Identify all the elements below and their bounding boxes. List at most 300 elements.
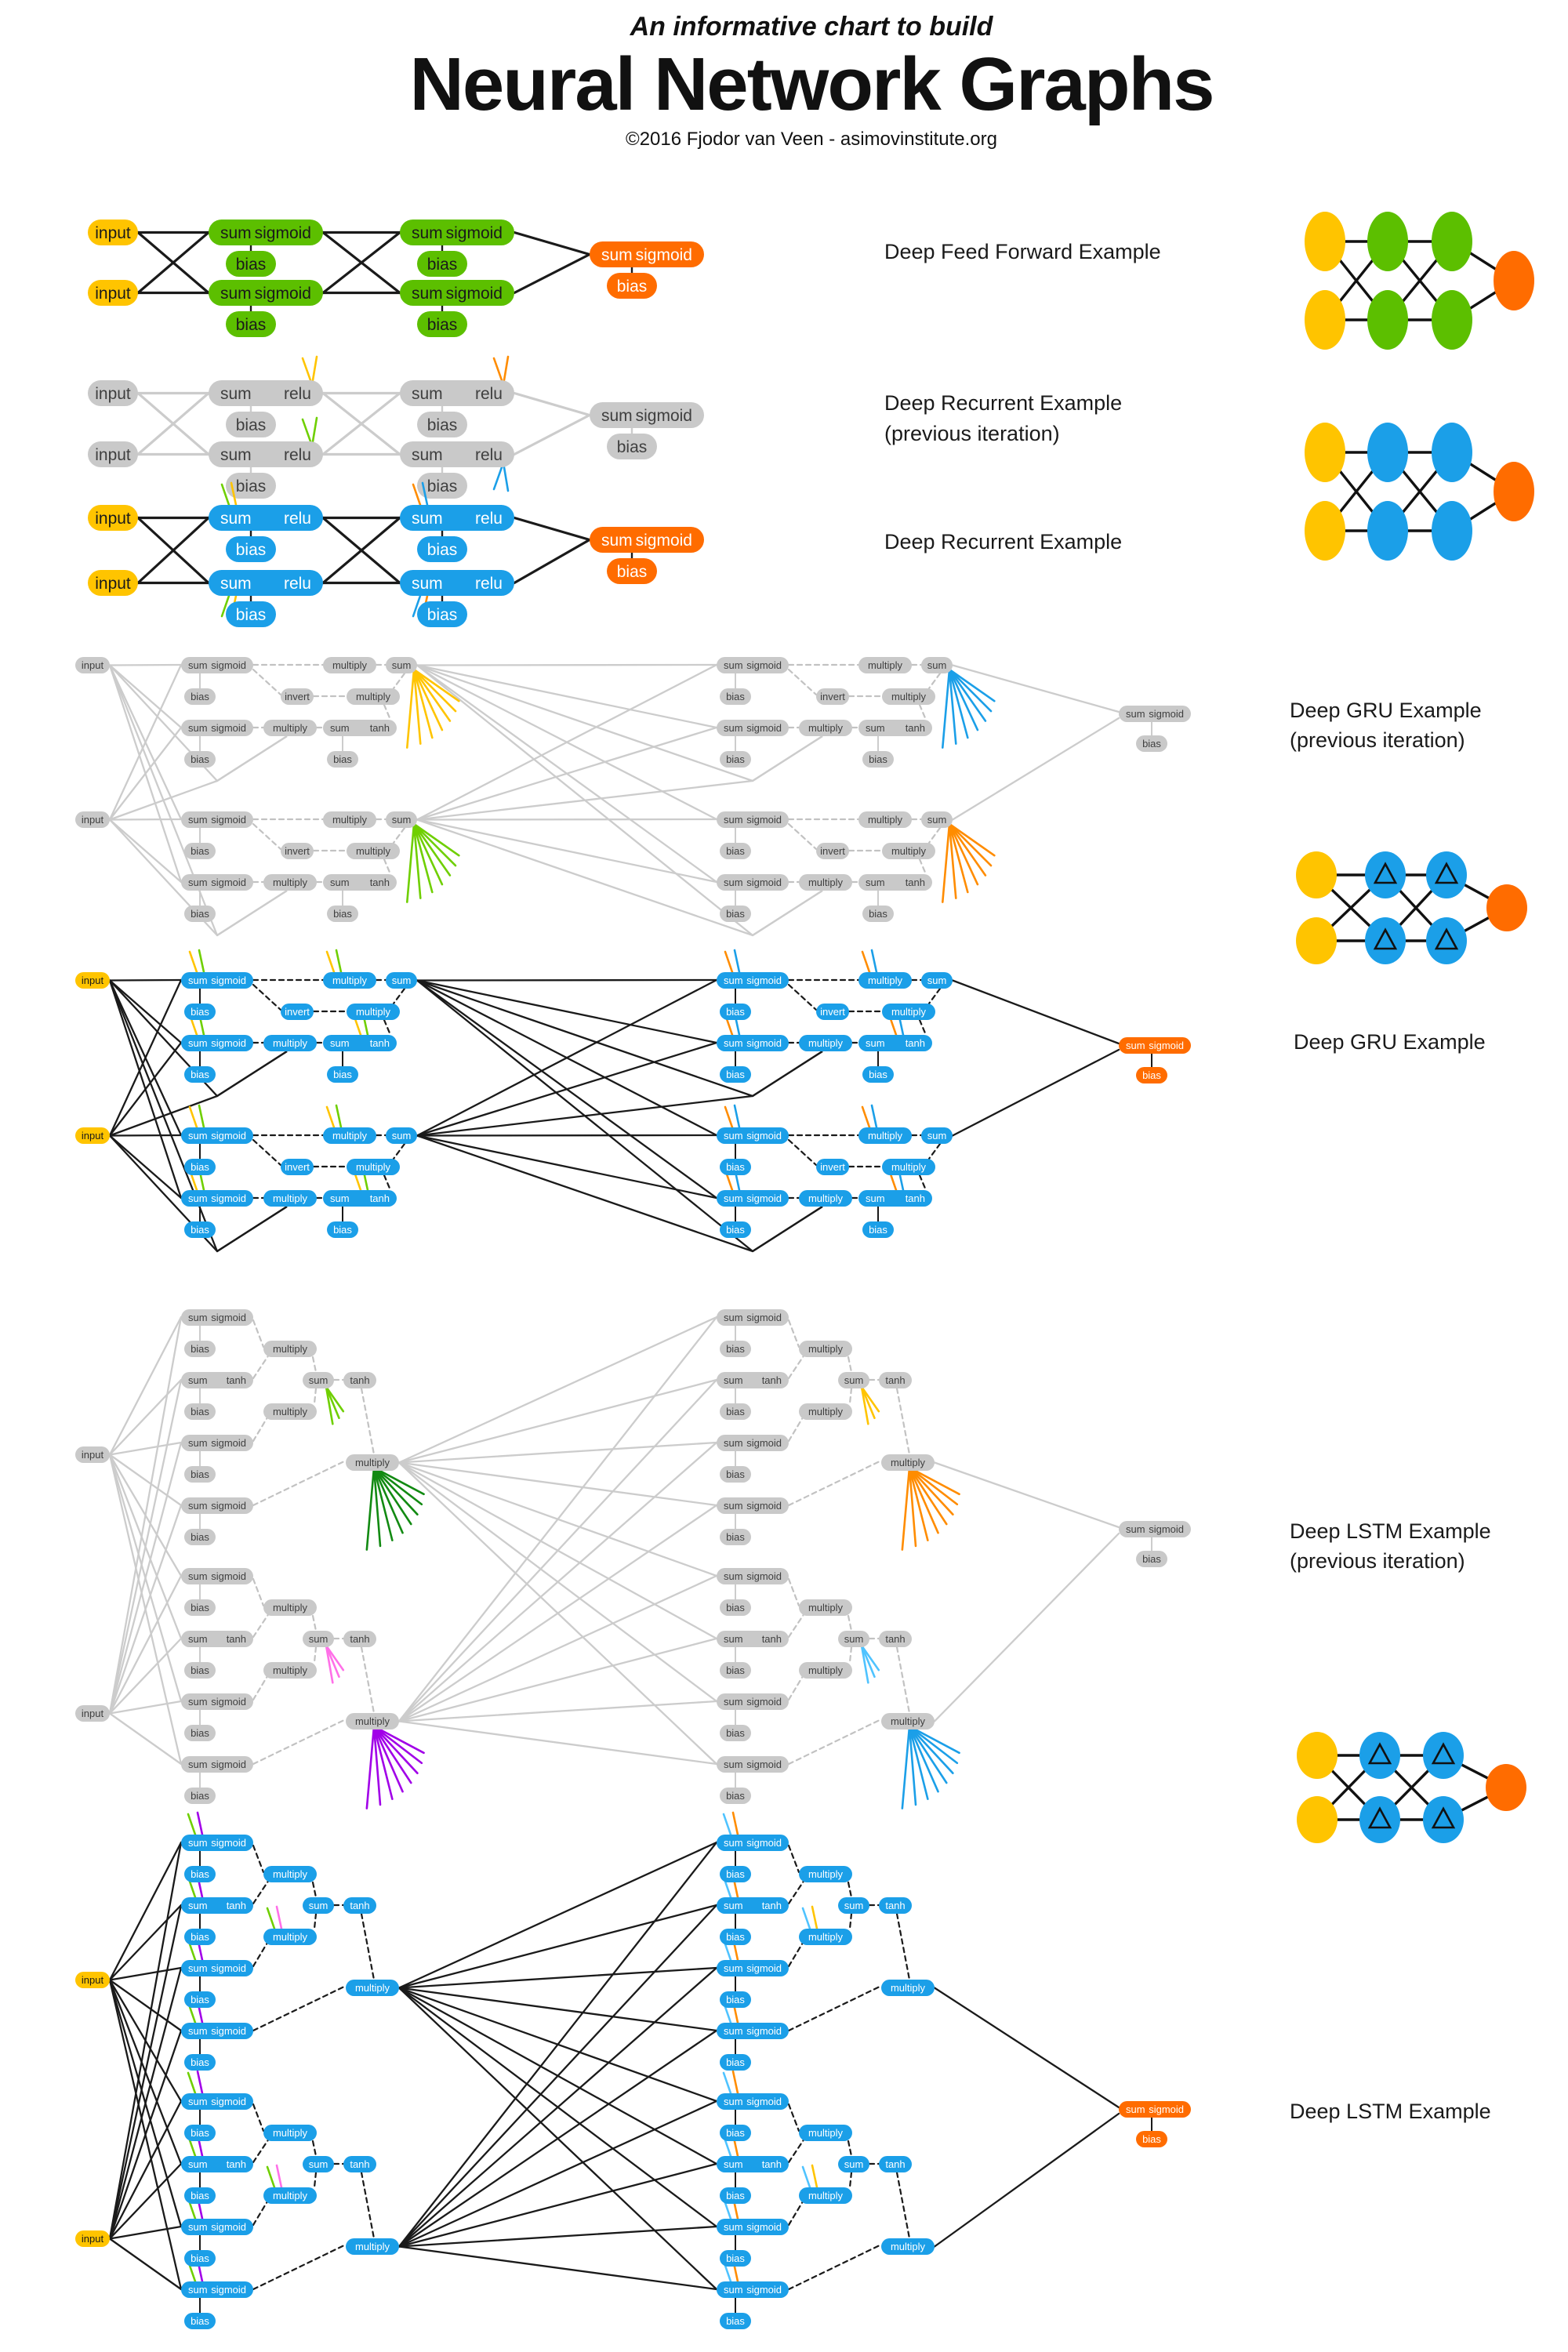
node-sum-tanh xyxy=(323,874,397,891)
node-multiply xyxy=(323,811,376,828)
node-label: tanh xyxy=(761,1633,782,1646)
mini-input-cell xyxy=(1305,212,1345,271)
node-label: bias xyxy=(726,2252,745,2265)
node-sum-tanh xyxy=(717,1897,789,1914)
node-label: bias xyxy=(726,2127,745,2140)
node-label: bias xyxy=(726,691,745,703)
node-tanh xyxy=(343,2156,376,2172)
node-label: sum xyxy=(724,2096,743,2108)
node-sum-sigmoid-output xyxy=(590,402,704,428)
node-label: sum xyxy=(330,1192,350,1205)
node-label: sigmoid xyxy=(211,877,246,889)
node-label: sum xyxy=(330,877,350,889)
node-label: invert xyxy=(285,1006,310,1018)
node-bias xyxy=(327,906,358,922)
node-label: sigmoid xyxy=(746,877,782,889)
node-sum xyxy=(838,2156,869,2172)
node-label: sum xyxy=(188,1570,208,1583)
node-label: sum xyxy=(412,223,443,242)
node-label: bias xyxy=(191,1790,209,1802)
node-invert xyxy=(816,843,849,859)
credit-line: ©2016 Fjodor van Veen - asimovinstitute.org xyxy=(626,129,997,150)
node-multiply xyxy=(881,1713,935,1730)
node-label: multiply xyxy=(332,975,368,987)
mini-hidden-cell xyxy=(1423,1732,1464,1779)
node-label: sum xyxy=(188,1962,208,1975)
node-label: tanh xyxy=(761,1900,782,1912)
node-sum-sigmoid xyxy=(717,720,789,736)
node-sum xyxy=(921,811,953,828)
node-label: multiply xyxy=(354,1457,390,1469)
node-multiply xyxy=(323,972,376,989)
node-sum-sigmoid xyxy=(181,2281,253,2298)
node-label: tanh xyxy=(885,1374,906,1387)
node-sum-sigmoid xyxy=(181,1127,253,1144)
node-label: multiply xyxy=(332,814,368,826)
section-deep-gru-previous xyxy=(75,657,1191,935)
node-label: bias xyxy=(333,1224,352,1236)
node-label: tanh xyxy=(905,1192,925,1205)
node-bias xyxy=(184,1466,216,1483)
node-label: bias xyxy=(191,1468,209,1481)
node-label: sigmoid xyxy=(211,2221,246,2234)
node-bias xyxy=(327,1221,358,1238)
node-label: bias xyxy=(235,416,267,434)
node-label: bias xyxy=(726,2056,745,2069)
node-bias xyxy=(720,1662,751,1679)
node-input xyxy=(75,657,110,673)
node-label: input xyxy=(81,1449,104,1461)
node-sum-tanh xyxy=(181,1897,253,1914)
node-sum-sigmoid xyxy=(400,280,514,306)
node-sum-sigmoid xyxy=(181,1309,253,1326)
node-sum-sigmoid xyxy=(181,874,253,891)
node-tanh xyxy=(343,1372,376,1388)
node-input xyxy=(88,441,138,467)
mini-input-cell xyxy=(1305,423,1345,482)
node-label: sum xyxy=(188,659,208,672)
node-bias xyxy=(226,412,276,437)
node-bias xyxy=(417,251,467,277)
node-label: sum xyxy=(412,384,443,403)
node-tanh xyxy=(343,1631,376,1647)
node-label: bias xyxy=(726,845,745,858)
edges xyxy=(110,1317,1152,1788)
node-label: sum xyxy=(844,1374,864,1387)
node-bias xyxy=(720,1599,751,1616)
node-multiply xyxy=(882,1004,935,1020)
node-label: relu xyxy=(474,384,503,403)
node-label: bias xyxy=(726,1531,745,1544)
node-label: input xyxy=(95,509,131,528)
node-sum-sigmoid xyxy=(717,1035,789,1051)
node-invert xyxy=(281,1004,314,1020)
node-bias xyxy=(720,1221,751,1238)
node-bias xyxy=(184,688,216,705)
node-bias xyxy=(226,311,276,337)
node-label: sum xyxy=(1126,2103,1145,2116)
nodes xyxy=(75,972,1191,1238)
node-label: sum xyxy=(724,2221,743,2234)
node-label: multiply xyxy=(867,975,903,987)
node-bias xyxy=(327,1066,358,1083)
node-label: multiply xyxy=(272,1037,308,1050)
node-sum-tanh xyxy=(717,1631,789,1647)
node-label: sigmoid xyxy=(445,223,503,242)
mini-hidden-cell xyxy=(1365,917,1406,964)
node-label: sigmoid xyxy=(211,1837,246,1849)
node-label: relu xyxy=(474,445,503,464)
node-label: sum xyxy=(188,1633,208,1646)
node-label: tanh xyxy=(761,2158,782,2171)
node-label: sum xyxy=(866,877,885,889)
node-label: multiply xyxy=(808,1037,844,1050)
node-label: sum xyxy=(724,975,743,987)
node-label: multiply xyxy=(272,2127,308,2140)
nodes xyxy=(88,505,704,627)
node-label: multiply xyxy=(272,1931,308,1944)
section-caption: (previous iteration) xyxy=(884,422,1060,445)
node-label: tanh xyxy=(885,2158,906,2171)
node-label: sum xyxy=(188,1130,208,1142)
node-label: bias xyxy=(426,540,458,559)
node-label: sigmoid xyxy=(746,1696,782,1708)
node-sum xyxy=(386,657,417,673)
node-label: sum xyxy=(188,2096,208,2108)
node-label: sigmoid xyxy=(746,1570,782,1583)
node-sum-tanh xyxy=(717,2156,789,2172)
section-caption: Deep Recurrent Example xyxy=(884,530,1123,554)
node-label: sum xyxy=(330,722,350,735)
node-bias xyxy=(720,1159,751,1175)
node-sum-sigmoid xyxy=(181,1568,253,1584)
node-label: sum xyxy=(308,1900,328,1912)
node-label: sigmoid xyxy=(746,1837,782,1849)
node-bias xyxy=(607,558,657,584)
node-multiply xyxy=(799,1190,852,1207)
node-label: sigmoid xyxy=(445,284,503,303)
nodes xyxy=(75,1309,1191,1804)
node-label: input xyxy=(95,223,131,242)
node-label: bias xyxy=(191,1343,209,1356)
node-label: bias xyxy=(1142,738,1161,750)
node-sum-sigmoid xyxy=(181,1435,253,1451)
node-label: input xyxy=(81,975,104,987)
node-sum-tanh xyxy=(181,2156,253,2172)
node-label: sum xyxy=(927,975,947,987)
node-sum-relu xyxy=(209,570,323,596)
node-label: bias xyxy=(191,2315,209,2328)
node-label: tanh xyxy=(369,722,390,735)
node-label: sum xyxy=(844,1900,864,1912)
node-sum-sigmoid xyxy=(181,1035,253,1051)
node-label: bias xyxy=(726,1161,745,1174)
mini-edges xyxy=(1316,875,1507,941)
node-input xyxy=(88,220,138,245)
node-sum-sigmoid xyxy=(400,220,514,245)
node-input xyxy=(75,1705,110,1722)
node-label: sigmoid xyxy=(211,1759,246,1771)
node-multiply xyxy=(799,1929,852,1945)
node-label: multiply xyxy=(332,1130,368,1142)
node-bias xyxy=(862,906,894,922)
node-label: invert xyxy=(820,1161,845,1174)
node-label: bias xyxy=(235,477,267,495)
node-label: sigmoid xyxy=(211,1696,246,1708)
node-label: multiply xyxy=(354,2241,390,2253)
node-multiply xyxy=(858,657,912,673)
node-label: tanh xyxy=(226,1374,246,1387)
node-label: multiply xyxy=(808,1406,844,1418)
node-label: sum xyxy=(220,384,252,403)
node-label: bias xyxy=(426,416,458,434)
node-sum-tanh xyxy=(858,874,932,891)
mini-hidden-cell xyxy=(1423,1796,1464,1843)
node-label: bias xyxy=(726,1406,745,1418)
node-multiply xyxy=(799,2187,852,2204)
node-label: bias xyxy=(191,691,209,703)
node-label: multiply xyxy=(808,2190,844,2202)
node-label: sum xyxy=(220,284,252,303)
node-label: multiply xyxy=(891,845,927,858)
node-label: input xyxy=(95,445,131,464)
node-bias xyxy=(226,601,276,627)
node-sum-relu xyxy=(209,380,323,406)
node-label: bias xyxy=(726,1931,745,1944)
node-sum-sigmoid xyxy=(181,1835,253,1851)
node-sum-relu xyxy=(400,441,514,467)
mini-deep-feed-forward xyxy=(1305,212,1534,350)
node-sum-sigmoid xyxy=(717,1190,789,1207)
node-label: sum xyxy=(188,1759,208,1771)
node-sum xyxy=(303,2156,334,2172)
node-label: invert xyxy=(820,1006,845,1018)
section-deep-lstm xyxy=(75,1813,1191,2329)
edges xyxy=(110,665,1152,935)
node-label: sigmoid xyxy=(746,1759,782,1771)
node-sum-tanh xyxy=(323,1035,397,1051)
node-bias xyxy=(720,1403,751,1420)
node-sum-sigmoid xyxy=(717,657,789,673)
node-label: bias xyxy=(616,562,648,581)
node-sum-sigmoid xyxy=(717,1568,789,1584)
node-label: multiply xyxy=(808,1343,844,1356)
node-label: input xyxy=(81,814,104,826)
node-label: sum xyxy=(724,1570,743,1583)
mini-hidden-cell xyxy=(1432,501,1472,561)
node-label: relu xyxy=(283,574,311,593)
node-bias xyxy=(327,751,358,768)
node-bias xyxy=(184,1599,216,1616)
node-label: sigmoid xyxy=(746,2025,782,2038)
node-bias xyxy=(720,2313,751,2329)
node-multiply xyxy=(346,2238,399,2255)
node-label: bias xyxy=(726,1790,745,1802)
node-label: tanh xyxy=(226,1633,246,1646)
node-input xyxy=(75,972,110,989)
node-multiply xyxy=(799,2125,852,2141)
node-label: sigmoid xyxy=(746,2096,782,2108)
node-label: bias xyxy=(191,1006,209,1018)
node-bias xyxy=(184,1662,216,1679)
node-label: multiply xyxy=(272,1406,308,1418)
node-sum-sigmoid-output xyxy=(1119,1037,1191,1054)
node-label: multiply xyxy=(867,659,903,672)
node-bias xyxy=(720,1725,751,1741)
section-caption: Deep GRU Example xyxy=(1294,1030,1486,1054)
mini-edges xyxy=(1325,452,1514,531)
node-label: sum xyxy=(412,445,443,464)
nodes xyxy=(88,220,704,337)
node-label: input xyxy=(95,284,131,303)
node-multiply xyxy=(881,2238,935,2255)
node-label: bias xyxy=(235,605,267,624)
node-input xyxy=(75,2230,110,2247)
node-multiply xyxy=(263,1662,317,1679)
node-sum-sigmoid xyxy=(717,972,789,989)
node-sum xyxy=(386,811,417,828)
node-multiply xyxy=(263,874,317,891)
mini-nodes xyxy=(1296,851,1527,964)
node-label: sigmoid xyxy=(746,1437,782,1450)
node-sum-sigmoid xyxy=(181,972,253,989)
node-label: sigmoid xyxy=(211,2284,246,2296)
node-label: bias xyxy=(191,1602,209,1614)
node-label: bias xyxy=(191,1406,209,1418)
node-label: sum xyxy=(724,722,743,735)
node-label: sigmoid xyxy=(746,1192,782,1205)
node-input xyxy=(88,570,138,596)
node-label: sum xyxy=(220,223,252,242)
node-label: sum xyxy=(188,814,208,826)
node-bias xyxy=(184,1991,216,2008)
node-sum xyxy=(303,1631,334,1647)
header xyxy=(0,11,1568,151)
node-label: bias xyxy=(191,2252,209,2265)
nodes xyxy=(88,380,704,499)
node-label: multiply xyxy=(808,1868,844,1881)
node-label: sum xyxy=(724,2158,743,2171)
node-label: sum xyxy=(220,574,252,593)
node-sum-sigmoid-output xyxy=(1119,2101,1191,2118)
section-caption: Deep LSTM Example xyxy=(1290,1519,1491,1543)
node-label: sum xyxy=(724,1500,743,1512)
node-multiply xyxy=(347,843,400,859)
node-label: bias xyxy=(726,1994,745,2006)
node-label: sum xyxy=(188,2158,208,2171)
node-sum-sigmoid-output xyxy=(590,527,704,553)
node-sum-sigmoid xyxy=(181,1693,253,1710)
node-bias xyxy=(184,2054,216,2071)
node-label: sum xyxy=(1126,1040,1145,1052)
node-label: tanh xyxy=(369,877,390,889)
page-subtitle: An informative chart to build xyxy=(630,12,993,42)
mini-deep-recurrent xyxy=(1305,423,1534,561)
node-label: multiply xyxy=(272,877,308,889)
node-multiply xyxy=(323,1127,376,1144)
node-multiply xyxy=(799,1866,852,1882)
node-label: invert xyxy=(820,691,845,703)
node-multiply xyxy=(882,1159,935,1175)
node-label: bias xyxy=(1142,1069,1161,1082)
node-label: sum xyxy=(724,1900,743,1912)
node-label: bias xyxy=(333,908,352,920)
node-label: bias xyxy=(726,1006,745,1018)
node-multiply xyxy=(263,2187,317,2204)
node-label: multiply xyxy=(808,1664,844,1677)
nodes xyxy=(75,1835,1191,2329)
node-label: sum xyxy=(188,975,208,987)
node-label: multiply xyxy=(272,1868,308,1881)
node-label: input xyxy=(81,1708,104,1720)
mini-hidden-cell xyxy=(1367,290,1408,350)
node-invert xyxy=(816,1004,849,1020)
edges xyxy=(110,980,1152,1251)
node-label: multiply xyxy=(867,1130,903,1142)
node-bias xyxy=(184,2313,216,2329)
node-bias xyxy=(720,2125,751,2141)
node-label: sigmoid xyxy=(211,2025,246,2038)
node-tanh xyxy=(343,1897,376,1914)
node-sum-tanh xyxy=(858,1190,932,1207)
node-input xyxy=(88,505,138,531)
node-label: bias xyxy=(1142,2133,1161,2146)
node-label: sigmoid xyxy=(635,245,692,264)
mini-hidden-cell xyxy=(1365,851,1406,898)
node-label: relu xyxy=(474,509,503,528)
node-bias xyxy=(862,1066,894,1083)
node-invert xyxy=(816,688,849,705)
node-label: sum xyxy=(601,245,633,264)
node-label: sigmoid xyxy=(211,1962,246,1975)
node-bias xyxy=(720,1341,751,1357)
node-label: bias xyxy=(726,1468,745,1481)
node-label: sum xyxy=(724,2025,743,2038)
node-sum xyxy=(838,1372,869,1388)
node-label: relu xyxy=(474,574,503,593)
node-sum-sigmoid xyxy=(717,1693,789,1710)
page-title: Neural Network Graphs xyxy=(409,42,1214,126)
node-multiply xyxy=(799,1403,852,1420)
node-label: tanh xyxy=(761,1374,782,1387)
node-label: multiply xyxy=(891,1006,927,1018)
node-sum-sigmoid xyxy=(717,1127,789,1144)
node-sum-sigmoid xyxy=(717,2219,789,2235)
node-sum-sigmoid xyxy=(717,1309,789,1326)
node-bias xyxy=(720,1466,751,1483)
node-label: sum xyxy=(724,877,743,889)
node-label: tanh xyxy=(905,722,925,735)
node-bias xyxy=(720,1866,751,1882)
node-label: bias xyxy=(191,1994,209,2006)
section-caption: (previous iteration) xyxy=(1290,728,1465,752)
node-label: bias xyxy=(191,753,209,766)
node-label: multiply xyxy=(808,877,844,889)
node-sum-sigmoid xyxy=(209,280,323,306)
node-label: sum xyxy=(724,1312,743,1324)
node-multiply xyxy=(263,1599,317,1616)
node-bias xyxy=(184,2250,216,2267)
mini-input-cell xyxy=(1296,917,1337,964)
node-bias xyxy=(720,751,751,768)
node-multiply xyxy=(346,1454,399,1471)
node-sum xyxy=(386,1127,417,1144)
node-label: sigmoid xyxy=(746,659,782,672)
node-label: sum xyxy=(308,1374,328,1387)
node-label: bias xyxy=(726,1727,745,1740)
node-label: relu xyxy=(283,509,311,528)
node-label: input xyxy=(81,1974,104,1987)
